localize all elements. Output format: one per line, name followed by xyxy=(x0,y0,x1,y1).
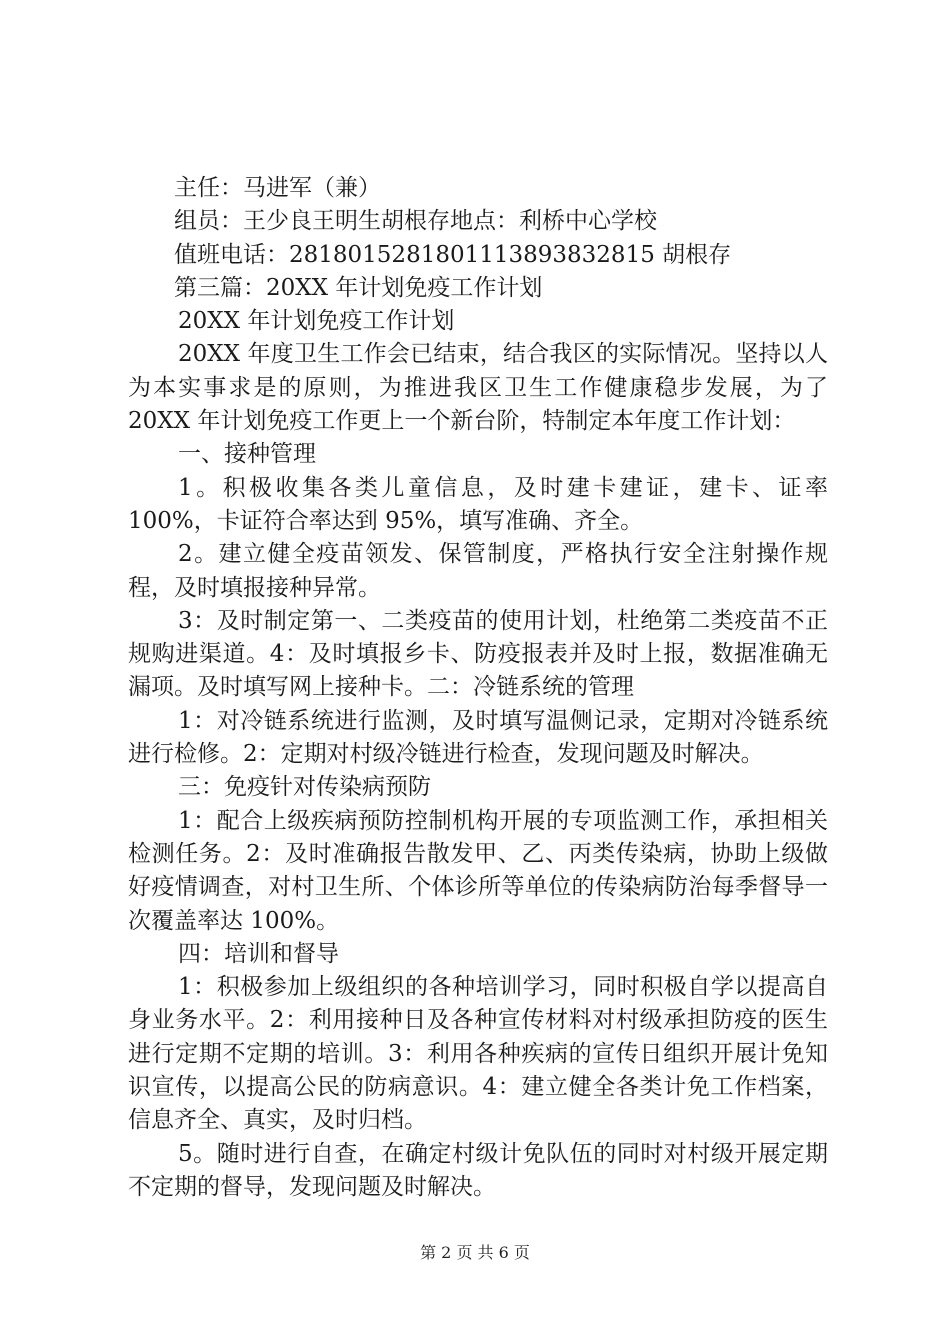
section-heading-4: 四：培训和督导 xyxy=(178,940,339,967)
section-heading-3: 三：免疫针对传染病预防 xyxy=(178,774,431,801)
item-paragraph: 1：配合上级疾病预防控制机构开展的专项监测工作，承担相关检测任务。2：及时准确报告散发甲、乙、丙类传染病，协助上级做好疫情调查，对村卫生所、个体诊所等单位的传染病防治每季督导一次覆盖率达 100%。 xyxy=(128,807,828,934)
item-paragraph: 1：对冷链系统进行监测，及时填写温侧记录，定期对冷链系统进行检修。2：定期对村级冷链进行检查，发现问题及时解决。 xyxy=(128,707,828,768)
duty-phone-line: 值班电话：2818015281801113893832815 胡根存 xyxy=(174,241,732,268)
page-number: 第 2 页 共 6 页 xyxy=(420,1243,530,1262)
item-paragraph: 5。随时进行自查，在确定村级计免队伍的同时对村级开展定期不定期的督导，发现问题及时解决。 xyxy=(128,1140,828,1200)
plan-title: 20XX 年计划免疫工作计划 xyxy=(178,308,455,335)
members-line: 组员：王少良王明生胡根存地点：利桥中心学校 xyxy=(174,208,657,235)
intro-paragraph: 20XX 年度卫生工作会已结束，结合我区的实际情况。坚持以人为本实事求是的原则，为推进我区卫生工作健康稳步发展，为了 20XX 年计划免疫工作更上一个新台阶，特制定本年度工作计划： xyxy=(128,341,828,435)
item-paragraph: 1。积极收集各类儿童信息，及时建卡建证，建卡、证率 100%，卡证符合率达到 95%，填写准确、齐全。 xyxy=(128,474,828,534)
chapter-heading: 第三篇：20XX 年计划免疫工作计划 xyxy=(174,274,543,301)
director-line: 主任：马进军（兼） xyxy=(174,175,381,201)
item-paragraph: 3：及时制定第一、二类疫苗的使用计划，杜绝第二类疫苗不正规购进渠道。4：及时填报乡卡、防疫报表并及时上报，数据准确无漏项。及时填写网上接种卡。二：冷链系统的管理 xyxy=(128,607,828,701)
item-paragraph: 2。建立健全疫苗领发、保管制度，严格执行安全注射操作规程，及时填报接种异常。 xyxy=(128,541,828,601)
document-body xyxy=(128,172,828,1204)
section-heading-1: 一、接种管理 xyxy=(178,441,316,468)
item-paragraph: 1：积极参加上级组织的各种培训学习，同时积极自学以提高自身业务水平。2：利用接种日及各种宣传材料对村级承担防疫的医生进行定期不定期的培训。3：利用各种疾病的宣传日组织开展计免知识宣传，以提高公民的防病意识。4：建立健全各类计免工作档案，信息齐全、真实，及时归档。 xyxy=(128,974,828,1134)
